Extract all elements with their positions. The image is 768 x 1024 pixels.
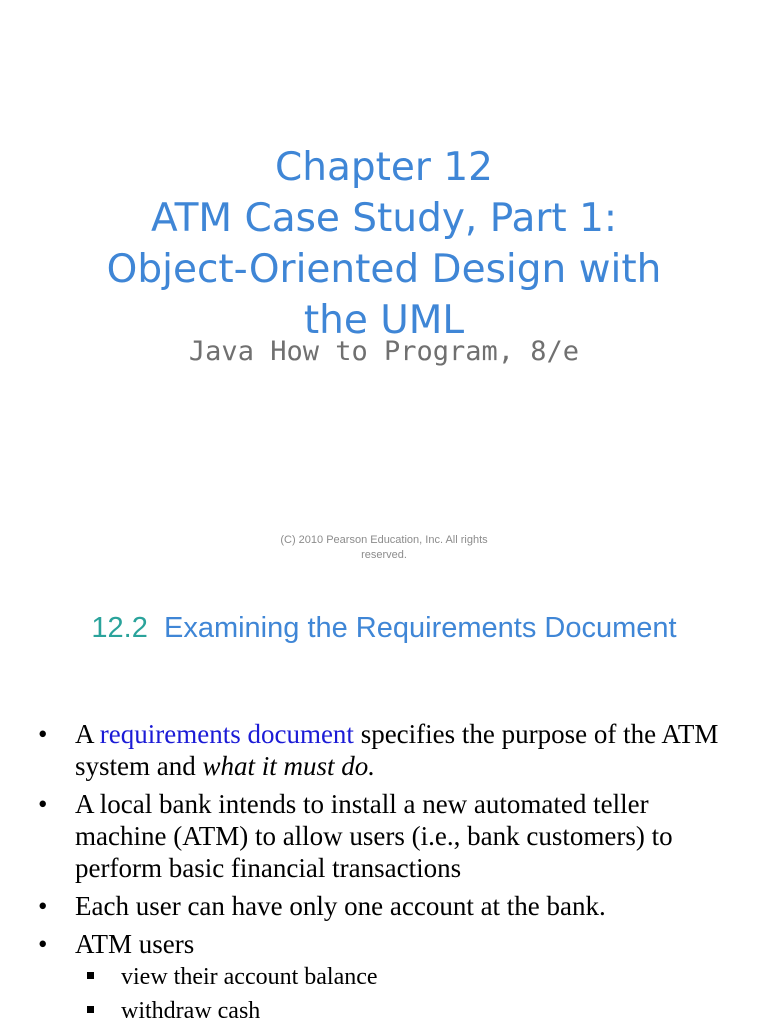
chapter-title-line: Chapter 12 — [275, 145, 493, 190]
bullet-list — [38, 718, 738, 1024]
square-bullet-icon — [87, 972, 94, 979]
bullet-text: Each user can have only one account at the bank. — [75, 891, 606, 921]
chapter-title-line: the UML — [303, 298, 465, 343]
requirements-document-term: requirements document — [99, 719, 354, 749]
copyright-notice: (C) 2010 Pearson Education, Inc. All rights reserved. — [280, 534, 488, 561]
emphasis-text: what it must do. — [202, 751, 376, 781]
bullet-item — [38, 890, 738, 922]
square-bullet-icon — [87, 1006, 94, 1013]
chapter-title — [0, 142, 768, 346]
sub-bullet-list — [75, 960, 738, 1024]
section-title: Examining the Requirements Document — [163, 612, 677, 644]
bullet-item — [38, 788, 738, 884]
bullet-text: specifies the purpose of the ATM system and — [75, 719, 719, 781]
bullet-text: ATM users — [75, 929, 195, 959]
sub-bullet-item — [87, 994, 738, 1024]
requirements-slide — [0, 580, 768, 1024]
bullet-dot-icon: • — [38, 929, 48, 959]
bullet-item — [38, 928, 738, 1024]
bullet-dot-icon: • — [38, 891, 48, 921]
sub-bullet-item — [87, 960, 738, 994]
section-heading — [0, 608, 768, 648]
sub-bullet-text: view their account balance — [121, 964, 378, 990]
book-subtitle: Java How to Program, 8/e — [188, 336, 580, 367]
bullet-text: A — [75, 719, 100, 749]
bullet-text: A local bank intends to install a new automated teller machine (ATM) to allow users (i.e., bank customers) to perform basic financial transactions — [75, 789, 673, 883]
sub-bullet-text: withdraw cash — [121, 998, 261, 1024]
section-number: 12.2 — [91, 612, 148, 644]
bullet-dot-icon: • — [38, 789, 48, 819]
bullet-item — [38, 718, 738, 782]
chapter-title-line: Object-Oriented Design with — [106, 247, 662, 292]
chapter-title-line: ATM Case Study, Part 1: — [150, 196, 618, 241]
bullet-dot-icon: • — [38, 719, 48, 749]
